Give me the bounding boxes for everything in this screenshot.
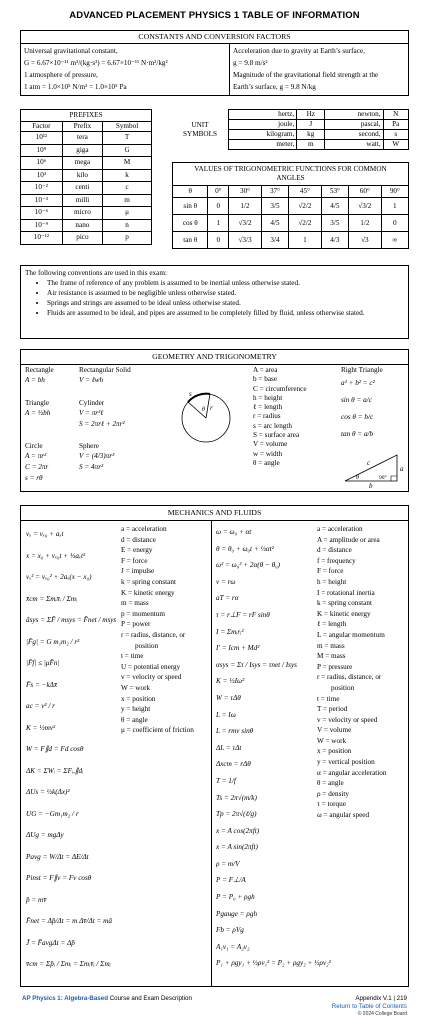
shape-block (79, 399, 125, 430)
mechanics-legend-item: y = vertical position (317, 758, 375, 767)
trig-cell: sin θ (173, 198, 208, 215)
mechanics-legend-item: E = energy (121, 546, 153, 555)
geometry-legend-item: A = area (253, 366, 278, 374)
equation: ΔUg = mgΔy (26, 831, 64, 839)
mechanics-legend-item: r = radius, distance, or (121, 630, 186, 639)
constants-box (20, 30, 409, 96)
equation: L = rmv sinθ (216, 727, 254, 736)
constant-line: g = 9.8 m/s² (233, 59, 268, 67)
mechanics-legend-item: a = acceleration (317, 525, 363, 533)
mechanics-legend-item: A = amplitude or area (317, 535, 380, 544)
prefix-column-header: Symbol (103, 122, 152, 132)
right-angle-label: 90° (379, 475, 387, 481)
mechanics-legend-item: t = time (121, 652, 144, 661)
mechanics-legend-item: k = spring constant (317, 599, 372, 608)
unit-cell: Hz (297, 110, 325, 120)
equation: Tp = 2π√(ℓ/g) (216, 810, 257, 819)
prefix-cell: pico (62, 232, 102, 245)
mechanics-legend-item: d = distance (121, 535, 156, 544)
shape-formula: S = 4πr² (79, 463, 104, 471)
mechanics-legend-item: L = angular momentum (317, 630, 385, 639)
conventions-box (20, 265, 409, 339)
constants-left (24, 45, 214, 93)
trig-cell: 1 (381, 198, 408, 215)
trig-table (172, 162, 409, 249)
geometry-legend-item: b = base (253, 375, 278, 384)
prefix-row (21, 232, 152, 245)
unit-cell: kg (297, 130, 325, 140)
mechanics-legend-item: α = angular acceleration (317, 768, 387, 777)
convention-item: • Fluids are assumed to be ideal, and pipes are assumed to be completely filled by fluid, unless otherwise stated. (47, 309, 404, 318)
prefix-row (21, 157, 152, 170)
unit-cell: hertz, (229, 110, 297, 120)
equation: ΔUs = ½k(Δx)² (26, 788, 70, 796)
prefix-row (21, 169, 152, 182)
mechanics-legend-item: T = period (317, 705, 348, 714)
shape-block (79, 366, 131, 386)
right-triangle-formula: a² + b² = c² (341, 379, 375, 387)
prefix-cell: nano (62, 219, 102, 232)
prefix-cell: 10⁻¹² (21, 232, 63, 245)
equation: W = τΔθ (216, 693, 241, 702)
trig-cell: 0 (381, 215, 408, 232)
prefix-cell: 10⁻³ (21, 194, 63, 207)
equation: x̄cm = Σmᵢx̄ᵢ / Σmᵢ (26, 594, 78, 603)
side-a-label: a (400, 465, 404, 473)
side-b-label: b (369, 482, 373, 489)
equation: F̄s = −kΔx̄ (26, 680, 58, 689)
mechanics-legend-item: F = force (121, 556, 148, 565)
equation: ΔL = τΔt (216, 743, 242, 752)
prefix-cell: 10⁻⁹ (21, 219, 63, 232)
trig-column-header: θ (173, 186, 208, 198)
unit-cell: joule, (229, 120, 297, 130)
angle-label: θ (202, 407, 205, 413)
unit-row (172, 110, 409, 120)
conventions-list (25, 279, 404, 318)
prefix-cell: milli (62, 194, 102, 207)
mechanics-legend-item: P = power (121, 620, 151, 629)
mechanics-header: MECHANICS AND FLUIDS (21, 506, 408, 521)
unit-cell: Pa (383, 120, 408, 130)
shape-formula: V = πr²ℓ (79, 409, 104, 417)
trig-cell: 4/5 (321, 198, 348, 215)
trig-row (173, 232, 409, 249)
mechanics-legend-right (317, 524, 409, 821)
equation: ac = v² / r (26, 702, 55, 710)
equation: P = F⊥/A (216, 876, 246, 885)
trig-header: VALUES OF TRIGONOMETRIC FUNCTIONS FOR COMMON ANGLES (173, 163, 409, 186)
equation: x = x₀ + vₓ₀t + ½aₓt² (26, 551, 86, 560)
mechanics-legend-item: ℓ = length (317, 620, 347, 629)
geometry-section (20, 349, 409, 492)
mechanics-legend-item: k = spring constant (121, 577, 176, 586)
prefix-row (21, 219, 152, 232)
mechanics-legend-item: h = height (317, 577, 347, 586)
trig-cell: √3/2 (348, 198, 381, 215)
mechanics-legend-item: a = acceleration (121, 525, 167, 533)
geometry-legend-item: S = surface area (253, 431, 300, 440)
equation: P = P₀ + ρgh (216, 893, 255, 902)
equation: αsys = Στ / Isys = τnet / Isys (216, 660, 297, 669)
right-triangle-formula: cos θ = b/c (341, 413, 374, 421)
equation: θ = θ₀ + ω₀t + ½αt² (216, 544, 274, 553)
mechanics-legend-item: d = distance (317, 546, 352, 555)
convention-item: • Air resistance is assumed to be negligible unless otherwise stated. (47, 289, 404, 298)
equation: ω = ω₀ + αt (216, 528, 252, 536)
trig-cell: 1 (289, 232, 322, 249)
prefix-cell: giga (62, 144, 102, 157)
prefix-column-header: Factor (21, 122, 63, 132)
trig-cell: 4/3 (321, 232, 348, 249)
geometry-legend (253, 366, 343, 468)
unit-cell: kilogram, (229, 130, 297, 140)
equation: v = rω (216, 577, 236, 586)
mechanics-legend-item: ρ = density (317, 789, 349, 798)
unit-cell: W (383, 140, 408, 150)
prefix-row (21, 207, 152, 220)
mechanics-legend-item: F = force (317, 567, 344, 576)
unit-cell: newton, (325, 110, 383, 120)
geometry-header: GEOMETRY AND TRIGONOMETRY (21, 350, 408, 365)
mechanics-legend-item: θ = angle (317, 779, 344, 788)
shape-name: Circle (25, 442, 43, 450)
constant-line: Acceleration due to gravity at Earth’s surface, (233, 47, 365, 55)
trig-cell: √2/2 (289, 215, 322, 232)
prefix-cell: 10⁹ (21, 144, 63, 157)
prefix-row (21, 144, 152, 157)
mechanics-legend-item: θ = angle (121, 715, 148, 724)
shape-block (25, 399, 50, 419)
mechanics-legend-item: M = mass (317, 652, 346, 661)
circle-arc-diagram (176, 388, 236, 448)
prefix-cell: 10⁻⁶ (21, 207, 63, 220)
equation: |F̄g| = G m₁m₂ / r² (26, 637, 80, 646)
constant-line: G = 6.67×10⁻¹¹ m³/(kg·s²) = 6.67×10⁻¹¹ N·m²/kg² (24, 59, 168, 67)
trig-cell: 0 (208, 198, 229, 215)
trig-column-header: 45° (289, 186, 322, 198)
shape-formula: A = ½bh (25, 409, 51, 417)
mechanics-legend-item: p = momentum (121, 609, 165, 618)
shape-name: Sphere (79, 442, 99, 450)
unit-cell: watt, (325, 140, 383, 150)
equation: J̄ = F̄avgΔt = Δp̄ (26, 938, 75, 947)
trig-cell: 1/2 (229, 198, 262, 215)
shape-block (79, 442, 114, 473)
equation: āsys = ΣF̄ / msys = F̄net / msys (26, 616, 117, 624)
conventions-intro: The following conventions are used in this exam: (25, 269, 167, 277)
mechanics-legend-item: μ = coefficient of friction (121, 726, 194, 735)
mechanics-legend-item: position (135, 641, 159, 650)
trig-column-header: 90° (381, 186, 408, 198)
mechanics-equations-left (26, 524, 136, 976)
equation: p̄ = mv̄ (26, 895, 47, 904)
trig-column-header: 53° (321, 186, 348, 198)
geometry-legend-item: s = arc length (253, 421, 292, 430)
shape-formula: A = πr² (25, 452, 47, 460)
shape-block (25, 366, 54, 386)
prefixes-header: PREFIXES (21, 110, 152, 122)
right-triangle-title: Right Triangle (341, 366, 383, 374)
mechanics-legend-item: I = rotational inertia (317, 588, 375, 597)
prefix-cell: 10⁻² (21, 182, 63, 195)
shape-formula: V = (4/3)πr³ (79, 452, 115, 460)
prefix-cell: G (103, 144, 152, 157)
right-triangle-diagram (341, 445, 407, 489)
mechanics-legend-item: W = work (121, 683, 151, 692)
prefix-row (21, 194, 152, 207)
footer-course-name: AP Physics 1: Algebra-Based (22, 995, 108, 1002)
shape-name: Rectangle (25, 366, 54, 374)
mechanics-legend-item: position (331, 683, 355, 692)
mechanics-legend-item: W = work (317, 736, 347, 745)
trig-column-header: 30° (229, 186, 262, 198)
trig-cell: 1/2 (348, 215, 381, 232)
trig-cell: tan θ (173, 232, 208, 249)
mechanics-legend-item: r = radius, distance, or (317, 673, 382, 682)
equation: A₁v₁ = A₂v₂ (216, 942, 250, 951)
equation: vₓ² = vₓ₀² + 2aₓ(x − x₀) (26, 573, 92, 581)
arc-length-label: s (189, 390, 192, 398)
mechanics-legend-item: x = position (317, 747, 352, 756)
equation: P₁ + ρgy₁ + ½ρv₁² = P₂ + ρgy₂ + ½ρv₂² (216, 959, 331, 968)
constant-line: 1 atmosphere of pressure, (24, 71, 98, 79)
trig-row (173, 215, 409, 232)
prefix-row (21, 132, 152, 145)
prefix-cell: μ (103, 207, 152, 220)
prefix-column-header: Prefix (62, 122, 102, 132)
mechanics-legend-item: f = frequency (317, 556, 356, 565)
prefix-row (21, 182, 152, 195)
equation: Pinst = F∥v = Fv cosθ (26, 874, 92, 882)
triangle-angle-label: θ (356, 475, 359, 481)
equation: I = Σmᵢrᵢ² (216, 627, 244, 636)
prefix-cell: tera (62, 132, 102, 145)
mechanics-legend-item: m = mass (121, 599, 149, 608)
prefix-cell: k (103, 169, 152, 182)
right-triangle-formula: tan θ = a/b (341, 430, 374, 438)
prefix-cell: 10⁶ (21, 157, 63, 170)
prefix-cell: micro (62, 207, 102, 220)
unit-cell: meter, (229, 140, 297, 150)
prefix-cell: p (103, 232, 152, 245)
equation: K = ½Iω² (216, 677, 245, 686)
geometry-legend-item: h = height (253, 393, 283, 402)
prefix-cell: n (103, 219, 152, 232)
mechanics-legend-item: t = time (317, 694, 340, 703)
mechanics-legend-item: m = mass (317, 641, 345, 650)
trig-cell: √3 (348, 232, 381, 249)
footer-right (332, 995, 407, 1017)
return-to-contents-link[interactable]: Return to Table of Contents (331, 1002, 407, 1010)
unit-cell: N (383, 110, 408, 120)
mechanics-legend-item: ω = angular speed (317, 811, 370, 820)
shape-formula: s = rθ (25, 474, 43, 482)
shape-name: Rectangular Solid (79, 366, 131, 374)
trig-column-header: 37° (261, 186, 288, 198)
convention-item: • The frame of reference of any problem is assumed to be inertial unless otherwise stated. (47, 279, 404, 288)
constants-header: CONSTANTS AND CONVERSION FACTORS (21, 31, 408, 44)
equation: aT = rα (216, 594, 239, 603)
equation: ρ = m/V (216, 859, 240, 868)
mechanics-legend-item: V = volume (317, 726, 352, 735)
page-title: ADVANCED PLACEMENT PHYSICS 1 TABLE OF INFORMATION (69, 10, 360, 21)
geometry-legend-item: r = radius (253, 412, 281, 421)
equation: Ts = 2π√(m/k) (216, 793, 257, 802)
unit-symbols-label: UNIT SYMBOLS (183, 120, 217, 138)
equation: |F̄f| ≤ |μF̄n| (26, 659, 60, 667)
unit-cell: m (297, 140, 325, 150)
prefix-cell: 10³ (21, 169, 63, 182)
equation: I′ = Icm + Md² (216, 644, 260, 653)
equation: v̄cm = Σp̄ᵢ / Σmᵢ = Σmᵢv̄ᵢ / Σmᵢ (26, 960, 111, 968)
prefix-cell: 10¹² (21, 132, 63, 145)
mechanics-section (20, 505, 409, 987)
mechanics-legend-left (121, 524, 209, 736)
trig-cell: 3/4 (261, 232, 288, 249)
footer-copyright: © 2024 College Board (357, 1010, 407, 1017)
prefix-cell: centi (62, 182, 102, 195)
trig-cell: √2/2 (289, 198, 322, 215)
equation: UG = −Gm₁m₂ / r (26, 809, 79, 818)
unit-cell: pascal, (325, 120, 383, 130)
geometry-legend-item: C = circumference (253, 384, 307, 393)
geometry-legend-item: ℓ = length (253, 403, 283, 412)
equation: vₓ = vₓ₀ + aₓt (26, 530, 64, 538)
equation: T = 1/f (216, 776, 236, 785)
shape-block (25, 442, 48, 484)
convention-item: • Springs and strings are assumed to be ideal unless otherwise stated. (47, 299, 404, 308)
mechanics-legend-item: v = velocity or speed (121, 673, 182, 682)
equation: Δxcm = rΔθ (216, 760, 251, 769)
trig-cell: √3/2 (229, 215, 262, 232)
mechanics-legend-item: P = pressure (317, 662, 353, 671)
prefix-cell: T (103, 132, 152, 145)
equation: τ = r⊥F = rF sinθ (216, 610, 270, 619)
trig-cell: √3/3 (229, 232, 262, 249)
trig-cell: 3/5 (321, 215, 348, 232)
unit-cell: second, (325, 130, 383, 140)
right-triangle-block (341, 366, 409, 443)
trig-cell: 3/5 (261, 198, 288, 215)
equation: x = A sin(2πft) (216, 843, 258, 852)
footer-course: AP Physics 1: Algebra-Based Course and Exam Description (22, 995, 192, 1002)
shape-formula: C = 2πr (25, 463, 49, 471)
equation: ω² = ω₀² + 2α(θ − θ₀) (216, 561, 281, 570)
constant-line: Universal gravitational constant, (24, 47, 118, 55)
constants-right (233, 45, 408, 93)
constant-line: 1 atm = 1.0×10⁵ N/m² = 1.0×10⁵ Pa (24, 83, 127, 91)
trig-cell: cos θ (173, 215, 208, 232)
constant-line: Magnitude of the gravitational field strength at the (233, 71, 379, 79)
trig-column-header: 60° (348, 186, 381, 198)
mechanics-legend-item: τ = torque (317, 800, 346, 809)
equation: L = Iω (216, 710, 236, 719)
prefix-cell: M (103, 157, 152, 170)
equation: K = ½mv² (26, 723, 56, 732)
shape-formula: V = ℓwh (79, 376, 104, 384)
equation: ΔK = ΣWᵢ = ΣFᵢ,∥dᵢ (26, 766, 84, 775)
mechanics-legend-item: U = potential energy (121, 662, 181, 671)
mechanics-legend-item: K = kinetic energy (121, 588, 175, 597)
prefix-cell: c (103, 182, 152, 195)
unit-symbols-table (172, 109, 409, 150)
constant-line: Earth’s surface, g = 9.8 N/kg (233, 83, 316, 91)
mechanics-legend-item: x = position (121, 694, 156, 703)
equation: W = F∥d = Fd cosθ (26, 745, 84, 753)
mechanics-legend-item: y = height (121, 705, 151, 714)
mechanics-legend-item: K = kinetic energy (317, 609, 371, 618)
prefixes-table (20, 109, 152, 245)
trig-cell: 0 (208, 232, 229, 249)
prefix-cell: kilo (62, 169, 102, 182)
geometry-legend-item: w = width (253, 449, 283, 458)
prefix-cell: mega (62, 157, 102, 170)
unit-cell: s (383, 130, 408, 140)
mechanics-legend-item: J = impulse (121, 567, 155, 576)
mechanics-legend-item: v = velocity or speed (317, 715, 378, 724)
trig-column-header: 0° (208, 186, 229, 198)
equation: Fb = ρVg (216, 926, 244, 935)
equation: Pgauge = ρgh (216, 909, 258, 918)
shape-name: Triangle (25, 399, 50, 407)
right-triangle-formula: sin θ = a/c (341, 396, 372, 404)
geometry-legend-item: V = volume (253, 440, 288, 449)
unit-cell: J (297, 120, 325, 130)
hypotenuse-label: c (367, 459, 371, 467)
trig-cell: ∞ (381, 232, 408, 249)
shape-name: Cylinder (79, 399, 105, 407)
shape-formula: S = 2πrℓ + 2πr² (79, 420, 125, 428)
shape-formula: A = bh (25, 376, 45, 384)
equation: x = A cos(2πft) (216, 826, 260, 835)
geometry-legend-item: θ = angle (253, 458, 280, 467)
footer-appendix: Appendix V.1 | 219 (355, 995, 407, 1002)
equation: Pavg = W/Δt = ΔE/Δt (26, 852, 89, 861)
prefix-cell: m (103, 194, 152, 207)
equation: F̄net = Δp̄/Δt = m Δv̄/Δt = mā (26, 917, 112, 925)
trig-cell: 1 (208, 215, 229, 232)
trig-cell: 4/5 (261, 215, 288, 232)
trig-row (173, 198, 409, 215)
radius-label: r (210, 404, 213, 412)
